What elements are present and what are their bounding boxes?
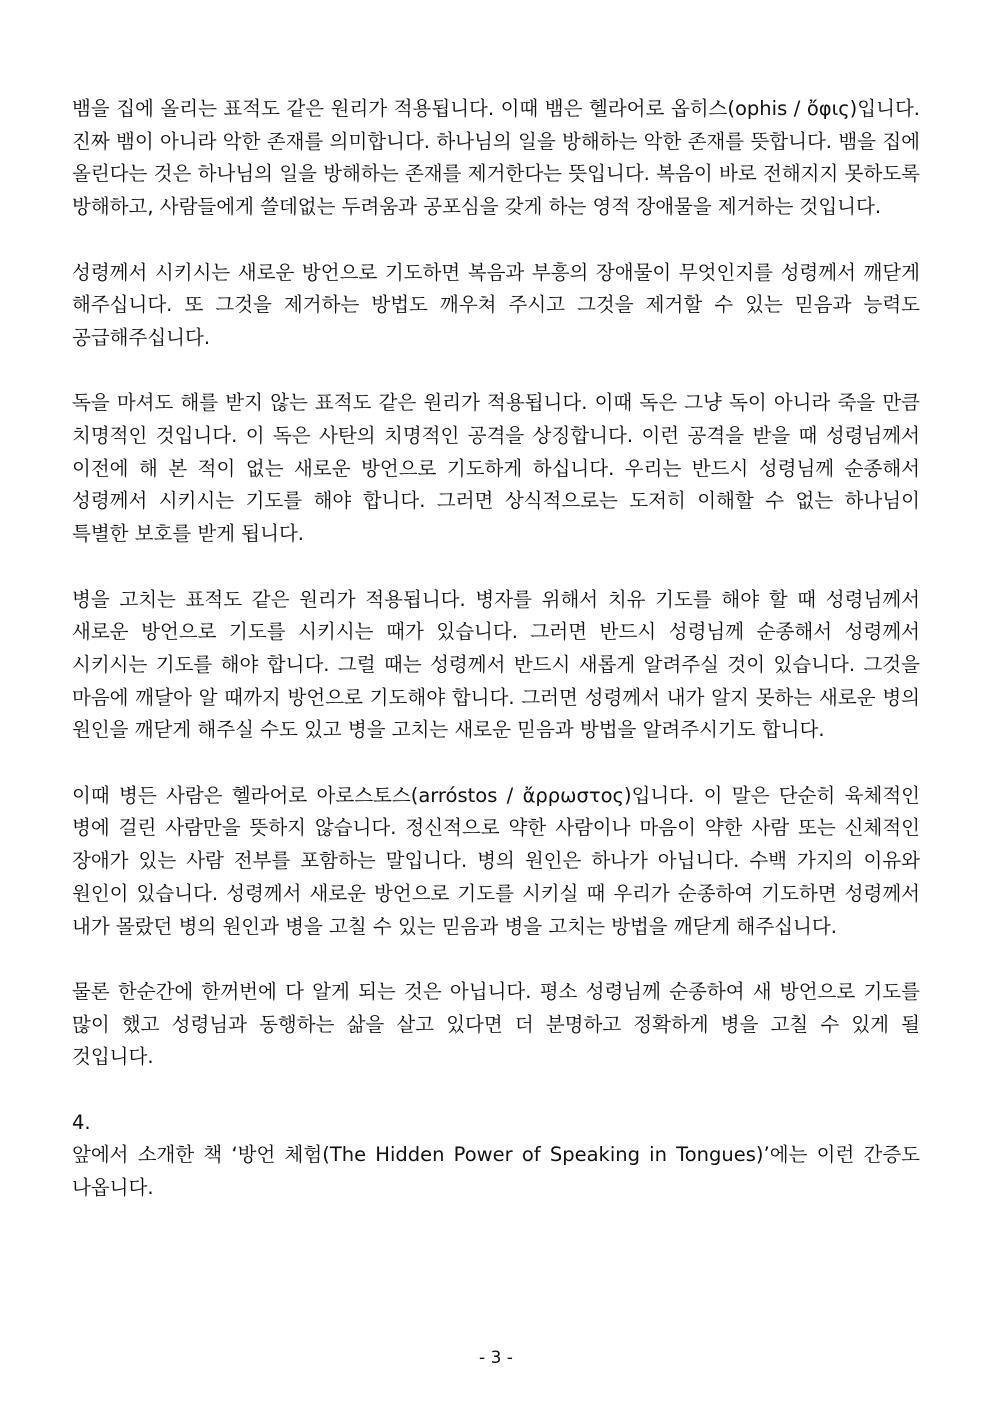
paragraph-sick-person-meaning: 이때 병든 사람은 헬라어로 아로스토스(arróstos / ἄρρωστος)입니다. 이 말은 단순히 육체적인 병에 걸린 사람만을 뜻하지 않습니다. 정신적으로 약한 사람이나 마음이 약한 사람 또는 신체적인 장애가 있는 사람 전부를 포함하는 말입니다. 병의 원인은 하나가 아닙니다. 수백 가지의 이유와 원인이 있습니다. 성령께서 새로운 방언으로 기도를 시키실 때 우리가 순종하여 기도하면 성령께서 내가 몰랐던 병의 원인과 병을 고칠 수 있는 믿음과 병을 고치는 방법을 깨닫게 해주십니다. — [72, 783, 920, 938]
paragraph-healing-sign: 병을 고치는 표적도 같은 원리가 적용됩니다. 병자를 위해서 치유 기도를 해야 할 때 성령님께서 새로운 방언으로 기도를 시키시는 때가 있습니다. 그러면 반드시 성령님께 순종해서 성령께서 시키시는 기도를 해야 합니다. 그럴 때는 성령께서 반드시 새롭게 알려주실 것이 있습니다. 그것을 마음에 깨달아 알 때까지 방언으로 기도해야 합니다. 그러면 성령께서 내가 알지 못하는 새로운 병의 원인을 깨닫게 해주실 수도 있고 병을 고치는 새로운 믿음과 방법을 알려주시기도 합니다. — [72, 587, 920, 742]
section-number: 4. — [72, 1110, 91, 1134]
page-number: - 3 - — [479, 1348, 513, 1368]
paragraph-not-all-at-once: 물론 한순간에 한꺼번에 다 알게 되는 것은 아닙니다. 평소 성령님께 순종하여 새 방언으로 기도를 많이 했고 성령님과 동행하는 삶을 살고 있다면 더 분명하고 정확하게 병을 고칠 수 있게 될 것입니다. — [72, 979, 920, 1069]
paragraph-book-testimony: 앞에서 소개한 책 ‘방언 체험(The Hidden Power of Speaking in Tongues)’에는 이런 간증도 나옵니다. — [72, 1143, 920, 1200]
paragraph-snake-sign: 뱀을 집에 올리는 표적도 같은 원리가 적용됩니다. 이때 뱀은 헬라어로 옵히스(ophis / ὄφις)입니다. 진짜 뱀이 아니라 악한 존재를 의미합니다. 하나님의 일을 방해하는 악한 존재를 뜻합니다. 뱀을 집에 올린다는 것은 하나님의 일을 방해하는 존재를 제거한다는 뜻입니다. 복음이 바로 전해지지 못하도록 방해하고, 사람들에게 쓸데없는 두려움과 공포심을 갖게 하는 영적 장애물을 제거하는 것입니다. — [72, 97, 920, 219]
document-body — [72, 93, 920, 1205]
paragraph-poison-sign: 독을 마셔도 해를 받지 않는 표적도 같은 원리가 적용됩니다. 이때 독은 그냥 독이 아니라 죽을 만큼 치명적인 것입니다. 이 독은 사탄의 치명적인 공격을 상징합니다. 이런 공격을 받을 때 성령님께서 이전에 해 본 적이 없는 새로운 방언으로 기도하게 하십니다. 우리는 반드시 성령님께 순종해서 성령께서 시키시는 기도를 해야 합니다. 그러면 상식적으로는 도저히 이해할 수 없는 하나님이 특별한 보호를 받게 됩니다. — [72, 391, 920, 546]
paragraph-new-tongues-obstacles: 성령께서 시키시는 새로운 방언으로 기도하면 복음과 부흥의 장애물이 무엇인지를 성령께서 깨닫게 해주십니다. 또 그것을 제거하는 방법도 깨우쳐 주시고 그것을 제거할 수 있는 믿음과 능력도 공급해주십니다. — [72, 260, 920, 349]
